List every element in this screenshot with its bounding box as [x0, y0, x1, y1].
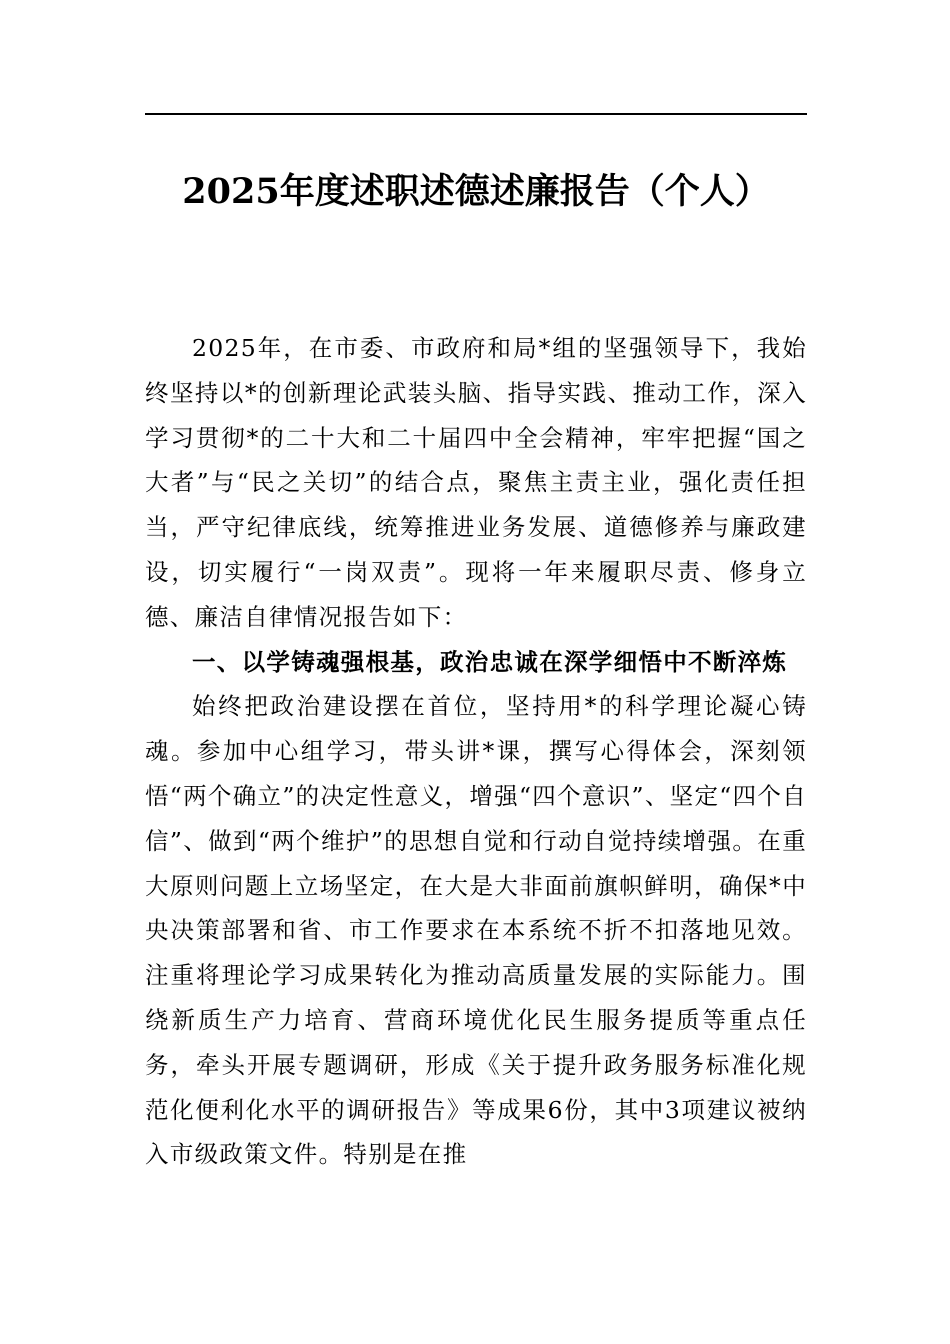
document-body: [145, 326, 807, 1177]
intro-paragraph: 2025年，在市委、市政府和局*组的坚强领导下，我始终坚持以*的创新理论武装头脑、指导实践、推动工作，深入学习贯彻*的二十大和二十届四中全会精神，牢牢把握“国之大者”与“民之关切”的结合点，聚焦主责主业，强化责任担当，严守纪律底线，统筹推进业务发展、道德修养与廉政建设，切实履行“一岗双责”。现将一年来履职尽责、修身立德、廉洁自律情况报告如下：: [145, 334, 807, 631]
section-1-paragraph: 始终把政治建设摆在首位，坚持用*的科学理论凝心铸魂。参加中心组学习，带头讲*课，撰写心得体会，深刻领悟“两个确立”的决定性意义，增强“四个意识”、坚定“四个自信”、做到“两个维护”的思想自觉和行动自觉持续增强。在重大原则问题上立场坚定，在大是大非面前旗帜鲜明，确保*中央决策部署和省、市工作要求在本系统不折不扣落地见效。注重将理论学习成果转化为推动高质量发展的实际能力。围绕新质生产力培育、营商环境优化民生服务提质等重点任务，牵头开展专题调研，形成《关于提升政务服务标准化规范化便利化水平的调研报告》等成果6份，其中3项建议被纳入市级政策文件。特别是在推: [145, 692, 807, 1169]
header-rule: [145, 113, 807, 115]
document-title: 2025年度述职述德述廉报告（个人）: [182, 171, 770, 212]
section-heading-1: 一、以学铸魂强根基，政治忠诚在深学细悟中不断淬炼: [192, 647, 788, 676]
